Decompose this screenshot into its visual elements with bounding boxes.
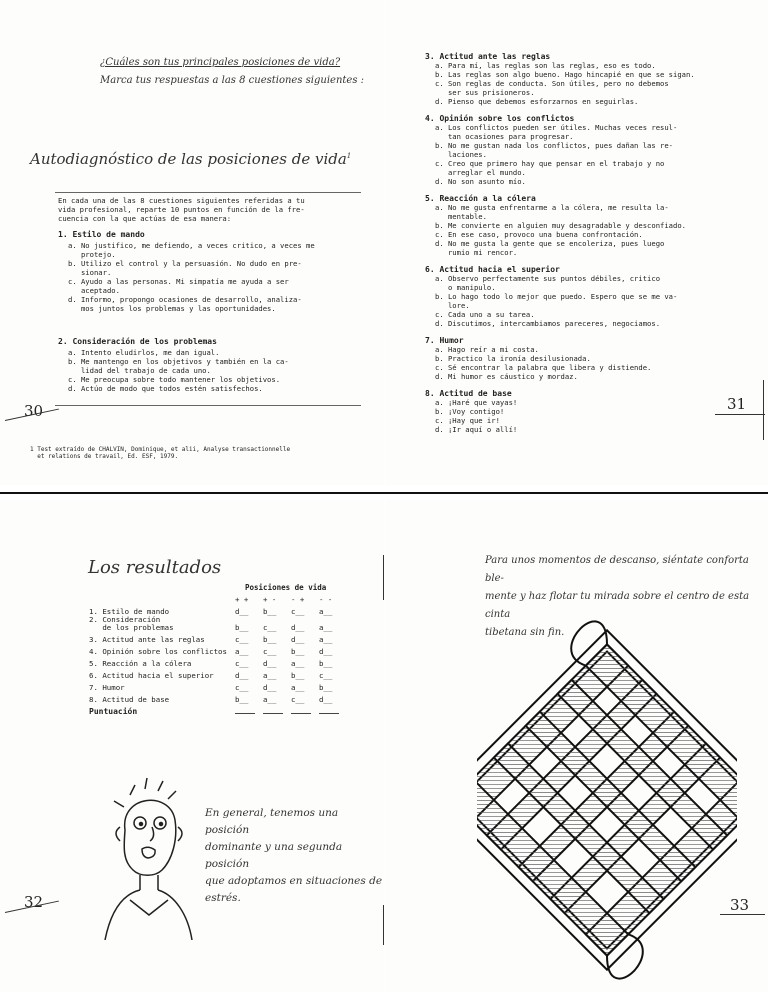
option-line: c. Me preocupa sobre todo mantener los objetivos. <box>68 375 281 384</box>
column-header: - - <box>318 595 333 604</box>
row-label: 7. Humor <box>89 683 125 692</box>
option-line: a. No justifico, me defiendo, a veces critico, a veces me <box>68 241 315 250</box>
option-line: b. Me convierte en alguien muy desagradable y desconfiado. <box>435 221 686 230</box>
page-edge-rule <box>763 380 764 440</box>
intro-block <box>58 196 305 223</box>
table-title: Posiciones de vida <box>245 583 327 592</box>
question-heading: ¿Cuáles son tus principales posiciones de vida? <box>100 57 341 68</box>
score-blank <box>259 704 287 716</box>
section-8 <box>425 389 760 434</box>
section-7 <box>425 336 760 381</box>
footnote <box>30 446 290 460</box>
table-row <box>85 644 343 656</box>
table-cell: d__ <box>234 607 249 616</box>
table-cell: d__ <box>290 635 305 644</box>
option-line: ser sus prisioneros. <box>435 88 535 97</box>
section-heading: 5. Reacción a la cólera <box>425 194 536 203</box>
table-cell: b__ <box>318 683 333 692</box>
caption-line: dominante y una segunda posición <box>205 841 343 870</box>
option-line: a. ¡Haré que vayas! <box>435 398 518 407</box>
table-cell: c__ <box>318 671 333 680</box>
table-cell: a__ <box>262 671 277 680</box>
section-heading: 3. Actitud ante las reglas <box>425 52 551 61</box>
row-label: 1. Estilo de mando <box>89 607 170 616</box>
table-row <box>85 668 343 680</box>
intro-line: cuencia con la que actúas de esa manera: <box>58 214 232 223</box>
row-label: 5. Reacción a la cólera <box>89 659 192 668</box>
row-label: 8. Actitud de base <box>89 695 170 704</box>
row-label: 6. Actitud hacia el superior <box>89 671 214 680</box>
option-line: c. Ayudo a las personas. Mi simpatía me ayuda a ser <box>68 277 289 286</box>
option-line: c. En ese caso, provoco una buena confrontación. <box>435 230 643 239</box>
option-line: arreglar el mundo. <box>435 168 526 177</box>
results-caption <box>205 805 384 907</box>
table-row <box>85 680 343 692</box>
table-row <box>85 656 343 668</box>
row-label: 4. Opinión sobre los conflictos <box>89 647 227 656</box>
caption-line: que adoptamos en situaciones de <box>205 875 383 887</box>
page-number-rule <box>715 414 765 415</box>
table-row <box>85 692 343 704</box>
option-line: c. Sé encontrar la palabra que libera y distiende. <box>435 363 652 372</box>
option-line: b. Lo hago todo lo mejor que puedo. Espero que se me va- <box>435 292 678 301</box>
instruction-heading: Marca tus respuestas a las 8 cuestiones siguientes : <box>100 75 364 86</box>
score-blank <box>315 704 343 716</box>
intro-line: vida profesional, reparte 10 puntos en función de la fre- <box>58 205 305 214</box>
table-cell: d__ <box>290 623 305 632</box>
row-label: 3. Actitud ante las reglas <box>89 635 205 644</box>
score-blank <box>287 704 315 716</box>
table-cell: d__ <box>262 683 277 692</box>
intro-line: En cada una de las 8 cuestiones siguientes referidas a tu <box>58 196 305 205</box>
table-cell: d__ <box>318 695 333 704</box>
option-line: a. Para mí, las reglas son las reglas, eso es todo. <box>435 61 656 70</box>
score-row <box>85 704 343 716</box>
caption-line: tibetana sin fin. <box>485 627 565 638</box>
option-line: o manipulo. <box>435 283 496 292</box>
spread-divider <box>0 492 768 494</box>
section-1 <box>58 230 315 313</box>
table-cell: d__ <box>234 671 249 680</box>
section-6 <box>425 265 760 328</box>
table-header-row <box>85 592 343 604</box>
top-left-page <box>0 0 384 485</box>
caption-line: mente y haz flotar tu mirada sobre el centro de esta cinta <box>485 591 750 620</box>
endless-knot-illustration <box>477 620 737 980</box>
table-cell: a__ <box>262 695 277 704</box>
bottom-rule <box>55 405 361 406</box>
caption-line: En general, tenemos una posición <box>205 807 339 836</box>
page-number: 30 <box>24 402 44 420</box>
table-cell: c__ <box>262 647 277 656</box>
table-cell: b__ <box>262 635 277 644</box>
section-3 <box>425 52 760 106</box>
title-footnote-mark: 1 <box>346 152 352 160</box>
column-header: - + <box>290 595 305 604</box>
option-line: d. Discutimos, intercambiamos pareceres, negociamos. <box>435 319 661 328</box>
score-blank <box>231 704 259 716</box>
option-line: d. Pienso que debemos esforzarnos en seguirlas. <box>435 97 639 106</box>
section-heading: 6. Actitud hacia el superior <box>425 265 560 274</box>
results-table-wrap <box>85 583 375 716</box>
table-row <box>85 632 343 644</box>
table-cell: a__ <box>290 659 305 668</box>
option-line: a. No me gusta enfrentarme a la cólera, me resulta la- <box>435 203 669 212</box>
row-label <box>85 616 231 632</box>
table-cell: a__ <box>318 623 333 632</box>
column-header: + - <box>262 595 277 604</box>
table-cell: d__ <box>262 659 277 668</box>
page-number: 31 <box>727 395 747 413</box>
table-row <box>85 616 343 632</box>
table-cell: c__ <box>234 635 249 644</box>
option-line: mos juntos los problemas y las oportunidades. <box>68 304 276 313</box>
page-title <box>30 150 351 168</box>
header-spacer <box>85 592 231 604</box>
page-number: 33 <box>730 896 750 914</box>
table-cell: a__ <box>318 607 333 616</box>
section-heading: 1. Estilo de mando <box>58 230 145 239</box>
option-line: rumio mi rencor. <box>435 248 518 257</box>
row-label-line: de los problemas <box>89 623 174 632</box>
page-number-rule <box>720 914 765 915</box>
table-cell: a__ <box>234 647 249 656</box>
results-table <box>85 592 343 716</box>
right-sections <box>425 52 760 434</box>
table-cell: b__ <box>262 607 277 616</box>
caption-line: Para unos momentos de descanso, siéntate conforta ble- <box>485 555 749 584</box>
section-heading: 2. Consideración de los problemas <box>58 337 217 346</box>
section-heading: 4. Opinión sobre los conflictos <box>425 114 575 123</box>
section-4 <box>425 114 760 186</box>
table-cell: c__ <box>290 695 305 704</box>
top-right-page <box>385 0 768 485</box>
page-number: 32 <box>24 893 44 911</box>
option-line: c. ¡Hay que ir! <box>435 416 500 425</box>
option-line: b. Practico la ironía desilusionada. <box>435 354 591 363</box>
bottom-right-page <box>385 500 768 992</box>
option-line: d. Informo, propongo ocasiones de desarrollo, analiza- <box>68 295 302 304</box>
table-cell: b__ <box>290 647 305 656</box>
option-line: protejo. <box>68 250 116 259</box>
option-line: mentable. <box>435 212 487 221</box>
title-rule <box>55 192 361 193</box>
option-line: a. Intento eludirlos, me dan igual. <box>68 348 220 357</box>
option-line: b. Utilizo el control y la persuasión. No dudo en pre- <box>68 259 302 268</box>
option-line: lore. <box>435 301 470 310</box>
option-line: tan ocasiones para progresar. <box>435 132 574 141</box>
option-line: a. Hago reír a mi costa. <box>435 345 539 354</box>
table-cell: b__ <box>290 671 305 680</box>
table-cell: c__ <box>234 659 249 668</box>
table-cell: d__ <box>318 647 333 656</box>
option-line: sionar. <box>68 268 112 277</box>
table-cell: b__ <box>318 659 333 668</box>
results-title: Los resultados <box>88 557 222 578</box>
option-line: a. Los conflictos pueden ser útiles. Muchas veces resul- <box>435 123 678 132</box>
footnote-line: et relations de travail, Ed. ESF, 1979. <box>30 453 179 460</box>
option-line: c. Creo que primero hay que pensar en el trabajo y no <box>435 159 665 168</box>
table-cell: b__ <box>234 623 249 632</box>
option-line: b. Me mantengo en los objetivos y también en la ca- <box>68 357 289 366</box>
gutter-mark <box>383 905 384 945</box>
table-cell: c__ <box>290 607 305 616</box>
option-line: d. Actúo de modo que todos estén satisfechos. <box>68 384 263 393</box>
gutter-mark <box>383 555 384 600</box>
option-line: laciones. <box>435 150 487 159</box>
option-line: b. Las reglas son algo bueno. Hago hincapié en que se sigan. <box>435 70 695 79</box>
option-line: lidad del trabajo de cada uno. <box>68 366 211 375</box>
thinking-face-illustration <box>100 775 195 940</box>
row-label-line: 2. Consideración <box>89 615 161 624</box>
section-heading: 7. Humor <box>425 336 464 345</box>
option-line: d. No me gusta la gente que se encoleriza, pues luego <box>435 239 665 248</box>
caption-line: estrés. <box>205 892 241 904</box>
section-5 <box>425 194 760 257</box>
option-line: a. Observo perfectamente sus puntos débiles, critico <box>435 274 661 283</box>
section-heading: 8. Actitud de base <box>425 389 512 398</box>
table-cell: a__ <box>318 635 333 644</box>
table-cell: a__ <box>290 683 305 692</box>
table-cell: c__ <box>234 683 249 692</box>
option-line: d. Mi humor es cáustico y mordaz. <box>435 372 578 381</box>
table-cell: c__ <box>262 623 277 632</box>
option-line: b. No me gustan nada los conflictos, pues dañan las re- <box>435 141 673 150</box>
footnote-line: 1 Test extraído de CHALVIN, Dominique, et alii, Analyse transactionnelle <box>30 446 291 453</box>
option-line: c. Cada uno a su tarea. <box>435 310 535 319</box>
option-line: d. ¡Ir aquí o allí! <box>435 425 518 434</box>
bottom-left-page <box>0 500 384 992</box>
option-line: c. Son reglas de conducta. Son útiles, pero no debemos <box>435 79 669 88</box>
option-line: aceptado. <box>68 286 120 295</box>
page-title-text: Autodiagnóstico de las posiciones de vida <box>30 150 347 168</box>
column-header: + + <box>234 595 249 604</box>
option-line: d. No son asunto mío. <box>435 177 526 186</box>
section-2 <box>58 337 289 393</box>
score-label: Puntuación <box>89 707 138 716</box>
table-cell: b__ <box>234 695 249 704</box>
option-line: b. ¡Voy contigo! <box>435 407 505 416</box>
